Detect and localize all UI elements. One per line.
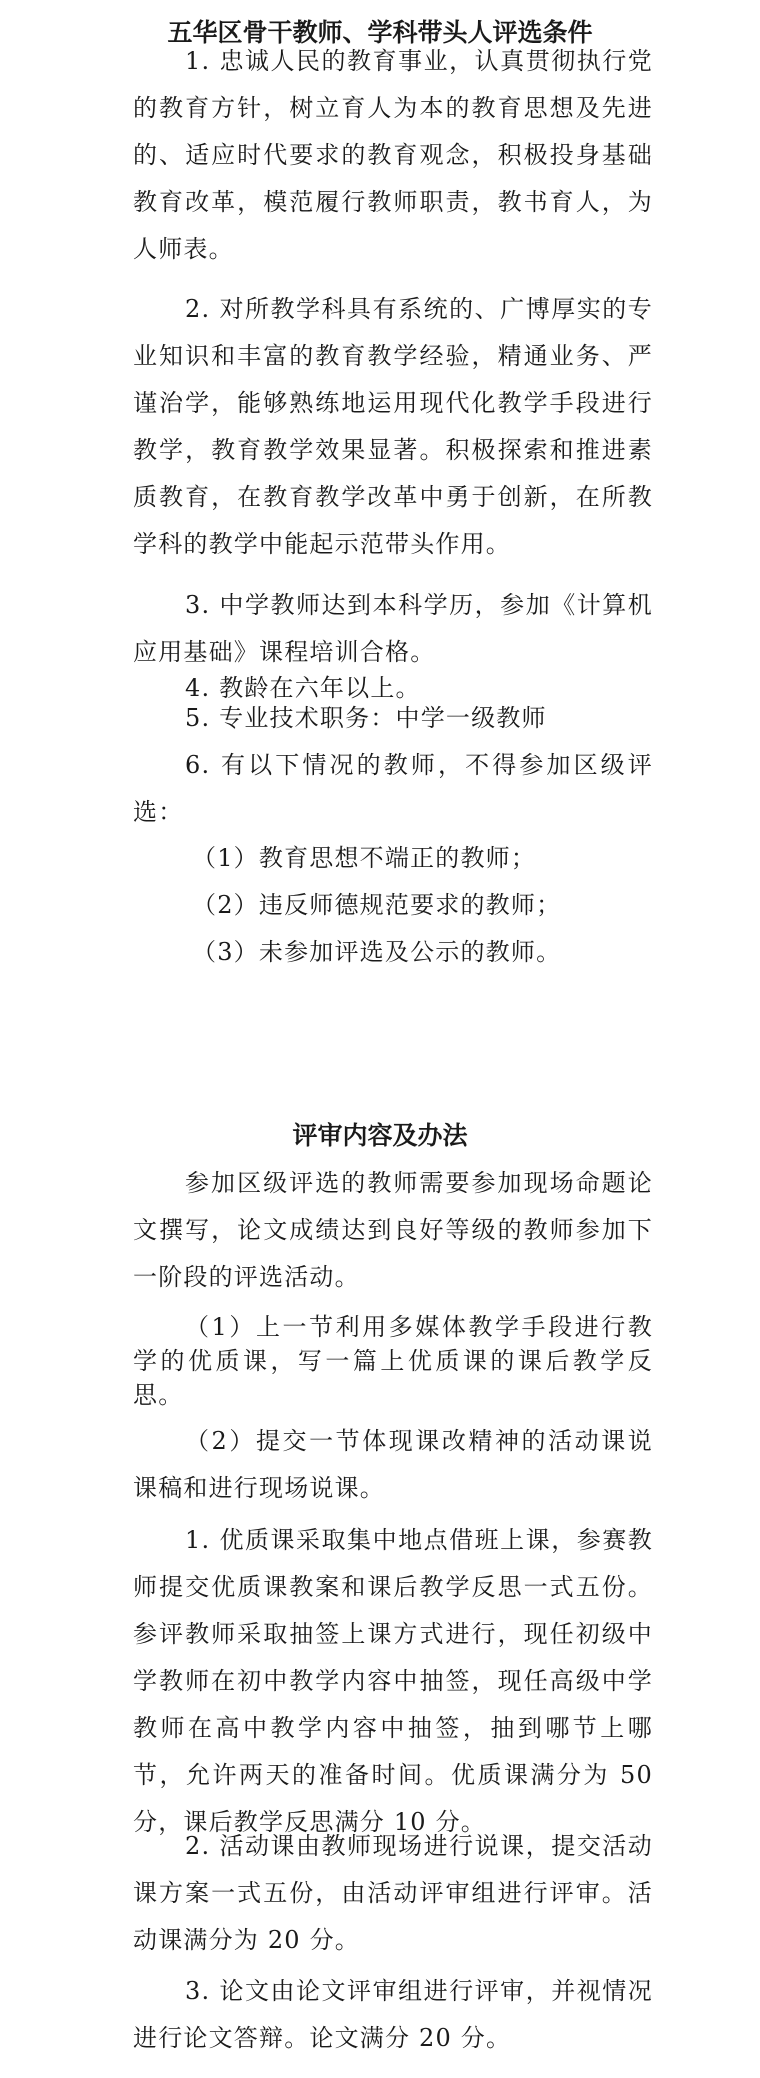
review-rule-2: 2. 活动课由教师现场进行说课，提交活动课方案一式五份，由活动评审组进行评审。活动课满分为 20 分。 [133,1832,653,1954]
review-title: 评审内容及办法 [292,1121,468,1150]
exclusion-3: （3）未参加评选及公示的教师。 [192,938,562,966]
review-rule-3: 3. 论文由论文评审组进行评审，并视情况进行论文答辩。论文满分 20 分。 [133,1977,653,2052]
exclusion-2: （2）违反师德规范要求的教师； [192,891,562,919]
criteria-item-5: 5. 专业技术职务：中学一级教师 [185,704,547,732]
criteria-item-6: 6. 有以下情况的教师，不得参加区级评选： [133,751,653,826]
criteria-item-2: 2. 对所教学科具有系统的、广博厚实的专业知识和丰富的教育教学经验，精通业务、严谨治学，能够熟练地运用现代化教学手段进行教学，教育教学效果显著。积极探索和推进素质教育，在教育教学改革中勇于创新，在所教学科的教学中能起示范带头作用。 [133,295,653,558]
review-step-1: （1）上一节利用多媒体教学手段进行教学的优质课，写一篇上优质课的课后教学反思。 [133,1313,653,1409]
criteria-item-3: 3. 中学教师达到本科学历，参加《计算机应用基础》课程培训合格。 [133,591,653,666]
criteria-item-1: 1. 忠诚人民的教育事业，认真贯彻执行党的教育方针，树立育人为本的教育思想及先进的、适应时代要求的教育观念，积极投身基础教育改革，模范履行教师职责，教书育人，为人师表。 [133,47,653,263]
review-step-2: （2）提交一节体现课改精神的活动课说课稿和进行现场说课。 [133,1427,653,1502]
criteria-item-4: 4. 教龄在六年以上。 [185,674,421,702]
criteria-title: 五华区骨干教师、学科带头人评选条件 [167,18,593,47]
exclusion-1: （1）教育思想不端正的教师； [192,844,537,872]
review-intro: 参加区级评选的教师需要参加现场命题论文撰写，论文成绩达到良好等级的教师参加下一阶段的评选活动。 [133,1169,653,1291]
review-rule-1: 1. 优质课采取集中地点借班上课，参赛教师提交优质课教案和课后教学反思一式五份。参评教师采取抽签上课方式进行，现任初级中学教师在初中教学内容中抽签，现任高级中学教师在高中教学内容中抽签，抽到哪节上哪节，允许两天的准备时间。优质课满分为 50 分，课后教学反思满分 10 分。 [133,1526,653,1836]
